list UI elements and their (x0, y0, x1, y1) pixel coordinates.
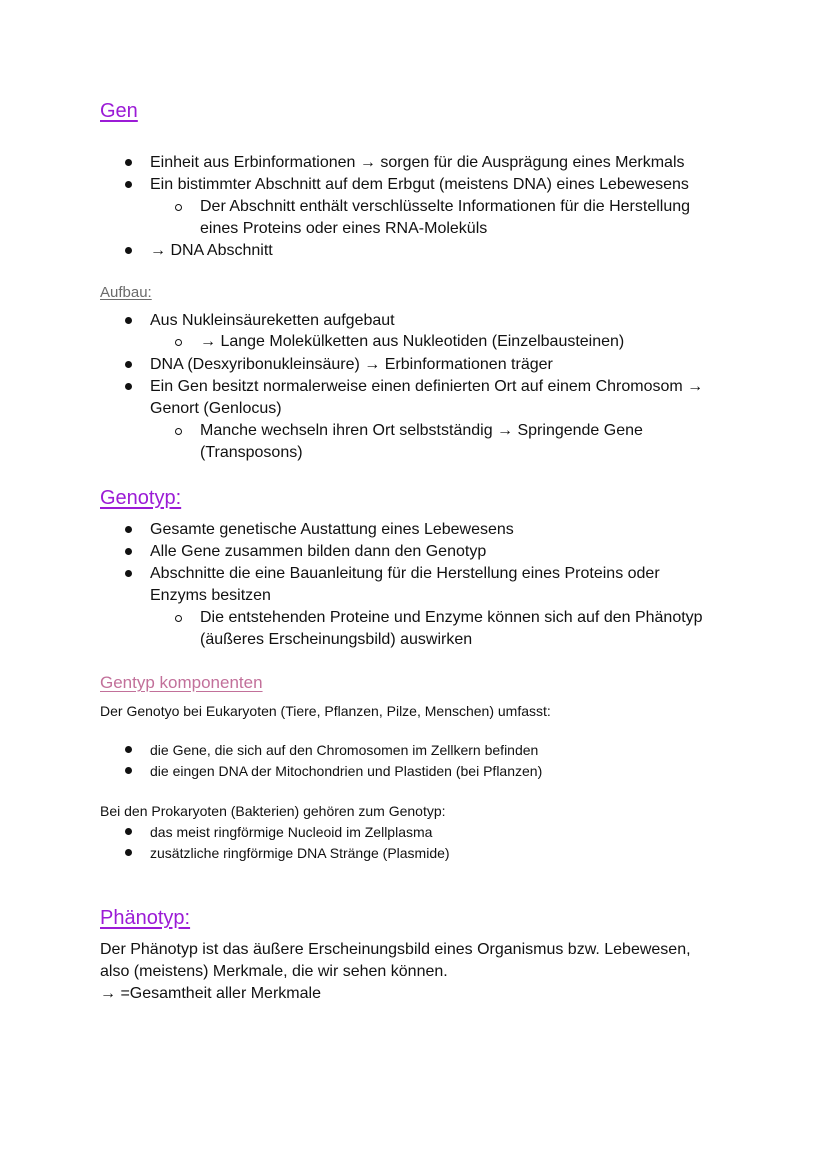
list-item: Aus Nukleinsäureketten aufgebaut (150, 312, 395, 329)
sub-list-item: Manche wechseln ihren Ort selbstständig → Springende Gene (200, 422, 643, 439)
list-item: Ein Gen besitzt normalerweise einen definierten Ort auf einem Chromosom → (150, 378, 704, 395)
list-item-continued: Genort (Genlocus) (150, 400, 282, 417)
list-item: Alle Gene zusammen bilden dann den Genotyp (150, 543, 487, 560)
paragraph: Bei den Prokaryoten (Bakterien) gehören zum Genotyp: (100, 803, 446, 819)
bullet-dot-icon (125, 317, 132, 324)
sub-list-item: → Lange Molekülketten aus Nukleotiden (Einzelbausteinen) (200, 333, 625, 350)
sub-list-item-continued: eines Proteins oder eines RNA-Moleküls (200, 220, 488, 237)
paragraph-line: also (meistens) Merkmale, die wir sehen können. (100, 963, 448, 980)
heading-gentyp-komponenten: Gentyp komponenten (100, 673, 263, 692)
bullet-dot-icon (125, 181, 132, 188)
bullet-dot-icon (125, 570, 132, 577)
bullet-dot-icon (125, 383, 132, 390)
heading-gen: Gen (100, 100, 138, 122)
paragraph: Der Genotyo bei Eukaryoten (Tiere, Pflanzen, Pilze, Menschen) umfasst: (100, 703, 551, 719)
sub-list-item: Die entstehenden Proteine und Enzyme können sich auf den Phänotyp (200, 609, 703, 626)
bullet-dot-icon (125, 767, 132, 774)
bullet-dot-icon (125, 548, 132, 555)
sub-list-item-continued: (äußeres Erscheinungsbild) auswirken (200, 631, 473, 648)
sub-list-item: Der Abschnitt enthält verschlüsselte Informationen für die Herstellung (200, 198, 691, 215)
list-item-continued: Enzyms besitzen (150, 587, 271, 604)
list-item: Abschnitte die eine Bauanleitung für die Herstellung eines Proteins oder (150, 565, 660, 582)
sub-list-item-continued: (Transposons) (200, 444, 303, 461)
list-item: das meist ringförmige Nucleoid im Zellplasma (150, 824, 433, 840)
bullet-dot-icon (125, 361, 132, 368)
list-item: Ein bistimmter Abschnitt auf dem Erbgut (meistens DNA) eines Lebewesens (150, 176, 689, 193)
bullet-circle-icon (175, 339, 182, 346)
list-item: die Gene, die sich auf den Chromosomen im Zellkern befinden (150, 742, 539, 758)
heading-phaenotyp: Phänotyp: (100, 907, 191, 929)
list-item: DNA (Desxyribonukleinsäure) → Erbinformationen träger (150, 356, 553, 373)
bullet-dot-icon (125, 159, 132, 166)
heading-genotyp: Genotyp: (100, 487, 182, 509)
bullet-circle-icon (175, 428, 182, 435)
paragraph-line: → =Gesamtheit aller Merkmale (100, 985, 321, 1002)
list-item: die eingen DNA der Mitochondrien und Plastiden (bei Pflanzen) (150, 763, 543, 779)
heading-aufbau: Aufbau: (100, 284, 152, 301)
list-item: Einheit aus Erbinformationen → sorgen für die Ausprägung eines Merkmals (150, 154, 685, 171)
bullet-dot-icon (125, 746, 132, 753)
list-item: → DNA Abschnitt (150, 242, 273, 259)
bullet-circle-icon (175, 615, 182, 622)
bullet-dot-icon (125, 828, 132, 835)
bullet-dot-icon (125, 247, 132, 254)
bullet-circle-icon (175, 204, 182, 211)
paragraph-line: Der Phänotyp ist das äußere Erscheinungsbild eines Organismus bzw. Lebewesen, (100, 941, 691, 958)
list-item: zusätzliche ringförmige DNA Stränge (Plasmide) (150, 845, 450, 861)
bullet-dot-icon (125, 526, 132, 533)
list-item: Gesamte genetische Austattung eines Lebewesens (150, 521, 514, 538)
bullet-dot-icon (125, 849, 132, 856)
